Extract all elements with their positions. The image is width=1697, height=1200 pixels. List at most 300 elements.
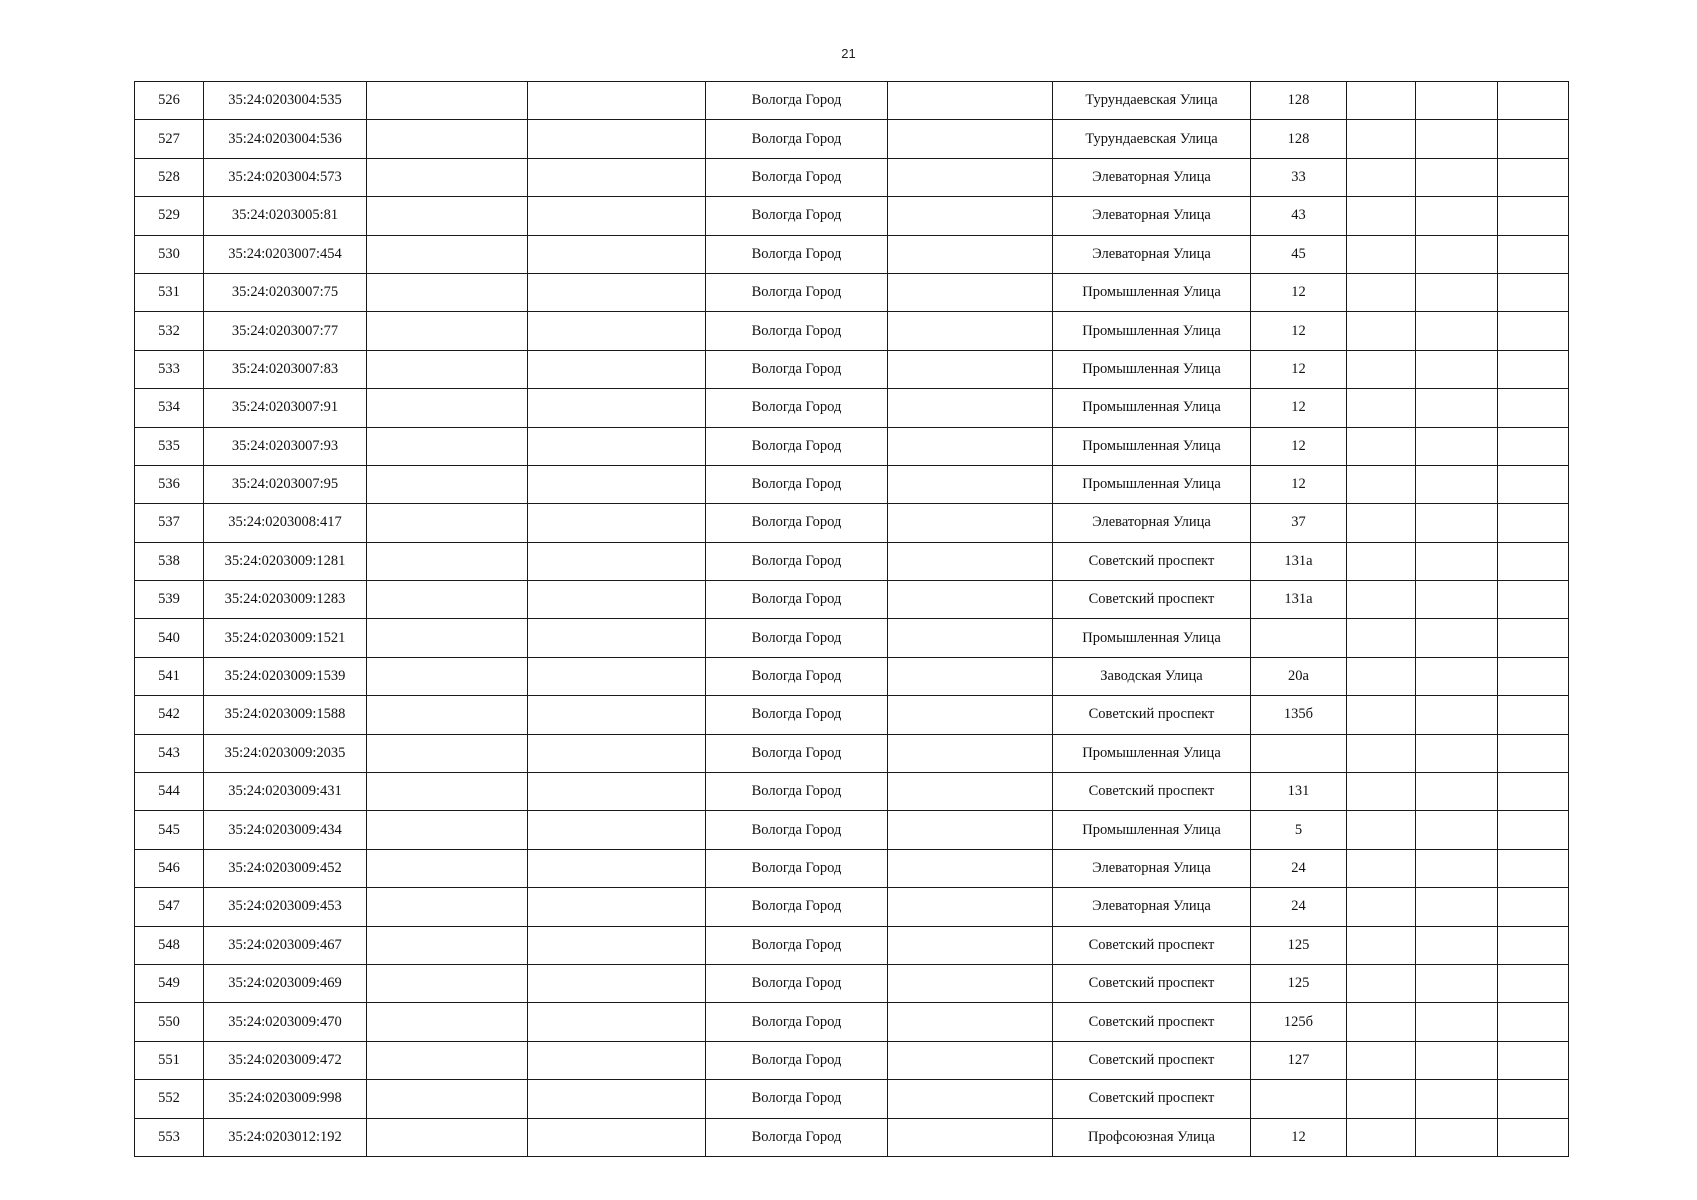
empty-cell	[888, 657, 1053, 695]
empty-cell	[528, 312, 706, 350]
settlement-cell: Вологда Город	[706, 619, 888, 657]
street-cell: Элеваторная Улица	[1053, 504, 1251, 542]
empty-cell	[367, 849, 528, 887]
settlement-cell: Вологда Город	[706, 773, 888, 811]
empty-cell	[1498, 657, 1569, 695]
empty-cell	[367, 811, 528, 849]
street-cell: Профсоюзная Улица	[1053, 1118, 1251, 1156]
settlement-cell: Вологда Город	[706, 849, 888, 887]
row-number-cell: 553	[135, 1118, 204, 1156]
empty-cell	[888, 312, 1053, 350]
empty-cell	[1416, 312, 1498, 350]
empty-cell	[888, 1080, 1053, 1118]
row-number-cell: 542	[135, 696, 204, 734]
house-number-cell: 125	[1251, 926, 1347, 964]
empty-cell	[1416, 1041, 1498, 1079]
table-row	[135, 465, 1569, 503]
street-cell: Элеваторная Улица	[1053, 158, 1251, 196]
empty-cell	[367, 888, 528, 926]
empty-cell	[888, 734, 1053, 772]
table-row	[135, 1118, 1569, 1156]
page-number: 21	[841, 46, 856, 61]
cadastral-number-cell: 35:24:0203007:83	[204, 350, 367, 388]
cadastral-number-cell: 35:24:0203009:1283	[204, 581, 367, 619]
empty-cell	[1498, 734, 1569, 772]
empty-cell	[528, 1041, 706, 1079]
house-number-cell	[1251, 734, 1347, 772]
row-number-cell: 531	[135, 273, 204, 311]
empty-cell	[367, 926, 528, 964]
house-number-cell: 125	[1251, 964, 1347, 1002]
row-number-cell: 537	[135, 504, 204, 542]
empty-cell	[1416, 811, 1498, 849]
row-number-cell: 539	[135, 581, 204, 619]
street-cell: Турундаевская Улица	[1053, 82, 1251, 120]
house-number-cell: 33	[1251, 158, 1347, 196]
table-row	[135, 1003, 1569, 1041]
empty-cell	[1347, 696, 1416, 734]
empty-cell	[1416, 734, 1498, 772]
empty-cell	[888, 619, 1053, 657]
empty-cell	[528, 350, 706, 388]
empty-cell	[1416, 158, 1498, 196]
street-cell: Промышленная Улица	[1053, 619, 1251, 657]
empty-cell	[1416, 427, 1498, 465]
table-row	[135, 158, 1569, 196]
table-row	[135, 235, 1569, 273]
street-cell: Советский проспект	[1053, 581, 1251, 619]
street-cell: Советский проспект	[1053, 542, 1251, 580]
row-number-cell: 534	[135, 389, 204, 427]
table-row	[135, 312, 1569, 350]
settlement-cell: Вологда Город	[706, 542, 888, 580]
empty-cell	[1498, 1118, 1569, 1156]
empty-cell	[888, 235, 1053, 273]
settlement-cell: Вологда Город	[706, 734, 888, 772]
settlement-cell: Вологда Город	[706, 273, 888, 311]
house-number-cell: 125б	[1251, 1003, 1347, 1041]
empty-cell	[367, 542, 528, 580]
empty-cell	[1347, 235, 1416, 273]
empty-cell	[528, 849, 706, 887]
house-number-cell: 128	[1251, 120, 1347, 158]
empty-cell	[1347, 1003, 1416, 1041]
row-number-cell: 545	[135, 811, 204, 849]
empty-cell	[528, 273, 706, 311]
empty-cell	[528, 427, 706, 465]
empty-cell	[367, 773, 528, 811]
row-number-cell: 546	[135, 849, 204, 887]
row-number-cell: 552	[135, 1080, 204, 1118]
empty-cell	[888, 581, 1053, 619]
empty-cell	[528, 1080, 706, 1118]
cadastral-number-cell: 35:24:0203007:95	[204, 465, 367, 503]
empty-cell	[1498, 273, 1569, 311]
empty-cell	[1347, 849, 1416, 887]
empty-cell	[1347, 158, 1416, 196]
empty-cell	[528, 964, 706, 1002]
empty-cell	[528, 696, 706, 734]
empty-cell	[1416, 888, 1498, 926]
empty-cell	[1498, 619, 1569, 657]
cadastral-number-cell: 35:24:0203009:472	[204, 1041, 367, 1079]
empty-cell	[367, 312, 528, 350]
empty-cell	[1498, 581, 1569, 619]
empty-cell	[528, 888, 706, 926]
settlement-cell: Вологда Город	[706, 120, 888, 158]
street-cell: Промышленная Улица	[1053, 273, 1251, 311]
empty-cell	[1347, 465, 1416, 503]
empty-cell	[1416, 964, 1498, 1002]
settlement-cell: Вологда Город	[706, 1041, 888, 1079]
empty-cell	[888, 273, 1053, 311]
house-number-cell: 131а	[1251, 542, 1347, 580]
empty-cell	[528, 734, 706, 772]
empty-cell	[367, 465, 528, 503]
row-number-cell: 528	[135, 158, 204, 196]
empty-cell	[1347, 926, 1416, 964]
registry-table	[134, 81, 1569, 1157]
empty-cell	[367, 1003, 528, 1041]
street-cell: Промышленная Улица	[1053, 811, 1251, 849]
house-number-cell: 24	[1251, 849, 1347, 887]
row-number-cell: 527	[135, 120, 204, 158]
row-number-cell: 526	[135, 82, 204, 120]
empty-cell	[1347, 427, 1416, 465]
row-number-cell: 540	[135, 619, 204, 657]
empty-cell	[1416, 197, 1498, 235]
house-number-cell: 20а	[1251, 657, 1347, 695]
house-number-cell	[1251, 1080, 1347, 1118]
cadastral-number-cell: 35:24:0203007:454	[204, 235, 367, 273]
house-number-cell: 131	[1251, 773, 1347, 811]
empty-cell	[888, 350, 1053, 388]
cadastral-number-cell: 35:24:0203009:2035	[204, 734, 367, 772]
table-row	[135, 657, 1569, 695]
table-row	[135, 504, 1569, 542]
cadastral-number-cell: 35:24:0203004:535	[204, 82, 367, 120]
street-cell: Элеваторная Улица	[1053, 197, 1251, 235]
empty-cell	[367, 734, 528, 772]
empty-cell	[1347, 350, 1416, 388]
empty-cell	[1416, 849, 1498, 887]
empty-cell	[1498, 389, 1569, 427]
empty-cell	[888, 888, 1053, 926]
table-row	[135, 926, 1569, 964]
empty-cell	[1498, 542, 1569, 580]
house-number-cell: 45	[1251, 235, 1347, 273]
row-number-cell: 535	[135, 427, 204, 465]
empty-cell	[1347, 734, 1416, 772]
cadastral-number-cell: 35:24:0203004:536	[204, 120, 367, 158]
empty-cell	[528, 197, 706, 235]
empty-cell	[888, 849, 1053, 887]
house-number-cell: 12	[1251, 389, 1347, 427]
table-row	[135, 734, 1569, 772]
street-cell: Промышленная Улица	[1053, 734, 1251, 772]
empty-cell	[1416, 235, 1498, 273]
table-row	[135, 619, 1569, 657]
cadastral-number-cell: 35:24:0203009:1521	[204, 619, 367, 657]
empty-cell	[1347, 773, 1416, 811]
cadastral-number-cell: 35:24:0203008:417	[204, 504, 367, 542]
row-number-cell: 547	[135, 888, 204, 926]
row-number-cell: 551	[135, 1041, 204, 1079]
empty-cell	[1347, 389, 1416, 427]
settlement-cell: Вологда Город	[706, 581, 888, 619]
empty-cell	[1347, 657, 1416, 695]
cadastral-number-cell: 35:24:0203009:470	[204, 1003, 367, 1041]
row-number-cell: 538	[135, 542, 204, 580]
empty-cell	[888, 811, 1053, 849]
empty-cell	[528, 581, 706, 619]
empty-cell	[1498, 465, 1569, 503]
empty-cell	[367, 1080, 528, 1118]
table-row	[135, 1080, 1569, 1118]
house-number-cell: 12	[1251, 1118, 1347, 1156]
row-number-cell: 532	[135, 312, 204, 350]
empty-cell	[1498, 350, 1569, 388]
empty-cell	[1347, 82, 1416, 120]
empty-cell	[1498, 312, 1569, 350]
settlement-cell: Вологда Город	[706, 811, 888, 849]
table-row	[135, 964, 1569, 1002]
cadastral-number-cell: 35:24:0203009:998	[204, 1080, 367, 1118]
empty-cell	[528, 158, 706, 196]
settlement-cell: Вологда Город	[706, 1118, 888, 1156]
row-number-cell: 543	[135, 734, 204, 772]
empty-cell	[367, 581, 528, 619]
row-number-cell: 541	[135, 657, 204, 695]
street-cell: Советский проспект	[1053, 1080, 1251, 1118]
empty-cell	[1498, 888, 1569, 926]
empty-cell	[528, 619, 706, 657]
row-number-cell: 533	[135, 350, 204, 388]
empty-cell	[888, 197, 1053, 235]
street-cell: Промышленная Улица	[1053, 465, 1251, 503]
street-cell: Промышленная Улица	[1053, 350, 1251, 388]
settlement-cell: Вологда Город	[706, 427, 888, 465]
empty-cell	[367, 504, 528, 542]
empty-cell	[1347, 504, 1416, 542]
empty-cell	[367, 82, 528, 120]
street-cell: Заводская Улица	[1053, 657, 1251, 695]
empty-cell	[1347, 1118, 1416, 1156]
empty-cell	[1416, 926, 1498, 964]
empty-cell	[528, 389, 706, 427]
empty-cell	[888, 504, 1053, 542]
street-cell: Советский проспект	[1053, 1041, 1251, 1079]
empty-cell	[888, 926, 1053, 964]
row-number-cell: 530	[135, 235, 204, 273]
table-row	[135, 888, 1569, 926]
cadastral-number-cell: 35:24:0203009:469	[204, 964, 367, 1002]
cadastral-number-cell: 35:24:0203005:81	[204, 197, 367, 235]
house-number-cell: 37	[1251, 504, 1347, 542]
settlement-cell: Вологда Город	[706, 696, 888, 734]
street-cell: Промышленная Улица	[1053, 427, 1251, 465]
empty-cell	[528, 82, 706, 120]
table-row	[135, 427, 1569, 465]
empty-cell	[1416, 657, 1498, 695]
table-row	[135, 197, 1569, 235]
house-number-cell: 128	[1251, 82, 1347, 120]
empty-cell	[528, 120, 706, 158]
street-cell: Промышленная Улица	[1053, 389, 1251, 427]
empty-cell	[1416, 1118, 1498, 1156]
cadastral-number-cell: 35:24:0203009:452	[204, 849, 367, 887]
empty-cell	[1498, 82, 1569, 120]
empty-cell	[1416, 273, 1498, 311]
house-number-cell: 5	[1251, 811, 1347, 849]
empty-cell	[1347, 964, 1416, 1002]
empty-cell	[1347, 312, 1416, 350]
registry-table-body	[135, 82, 1569, 1157]
empty-cell	[528, 811, 706, 849]
empty-cell	[1498, 811, 1569, 849]
settlement-cell: Вологда Город	[706, 657, 888, 695]
empty-cell	[1498, 696, 1569, 734]
settlement-cell: Вологда Город	[706, 197, 888, 235]
table-row	[135, 849, 1569, 887]
cadastral-number-cell: 35:24:0203007:77	[204, 312, 367, 350]
table-row	[135, 696, 1569, 734]
empty-cell	[1347, 619, 1416, 657]
house-number-cell: 131а	[1251, 581, 1347, 619]
empty-cell	[888, 82, 1053, 120]
settlement-cell: Вологда Город	[706, 1080, 888, 1118]
empty-cell	[888, 773, 1053, 811]
house-number-cell: 12	[1251, 312, 1347, 350]
house-number-cell: 12	[1251, 350, 1347, 388]
empty-cell	[1416, 389, 1498, 427]
empty-cell	[1498, 504, 1569, 542]
house-number-cell: 12	[1251, 465, 1347, 503]
empty-cell	[888, 964, 1053, 1002]
table-row	[135, 82, 1569, 120]
cadastral-number-cell: 35:24:0203009:1281	[204, 542, 367, 580]
settlement-cell: Вологда Город	[706, 158, 888, 196]
empty-cell	[888, 1118, 1053, 1156]
table-row	[135, 350, 1569, 388]
empty-cell	[367, 273, 528, 311]
empty-cell	[367, 1118, 528, 1156]
house-number-cell: 43	[1251, 197, 1347, 235]
empty-cell	[1416, 120, 1498, 158]
empty-cell	[1347, 1041, 1416, 1079]
empty-cell	[367, 158, 528, 196]
empty-cell	[1416, 504, 1498, 542]
street-cell: Советский проспект	[1053, 696, 1251, 734]
settlement-cell: Вологда Город	[706, 235, 888, 273]
empty-cell	[1498, 1080, 1569, 1118]
empty-cell	[367, 350, 528, 388]
house-number-cell: 135б	[1251, 696, 1347, 734]
empty-cell	[528, 465, 706, 503]
settlement-cell: Вологда Город	[706, 312, 888, 350]
empty-cell	[1347, 811, 1416, 849]
empty-cell	[1416, 1003, 1498, 1041]
empty-cell	[1498, 1041, 1569, 1079]
house-number-cell: 12	[1251, 273, 1347, 311]
empty-cell	[528, 1003, 706, 1041]
empty-cell	[1416, 350, 1498, 388]
house-number-cell: 24	[1251, 888, 1347, 926]
table-row	[135, 389, 1569, 427]
street-cell: Советский проспект	[1053, 1003, 1251, 1041]
empty-cell	[1416, 773, 1498, 811]
table-row	[135, 773, 1569, 811]
empty-cell	[528, 504, 706, 542]
empty-cell	[888, 1041, 1053, 1079]
empty-cell	[367, 1041, 528, 1079]
table-row	[135, 811, 1569, 849]
street-cell: Элеваторная Улица	[1053, 888, 1251, 926]
empty-cell	[367, 657, 528, 695]
empty-cell	[1416, 581, 1498, 619]
settlement-cell: Вологда Город	[706, 888, 888, 926]
empty-cell	[888, 1003, 1053, 1041]
settlement-cell: Вологда Город	[706, 926, 888, 964]
settlement-cell: Вологда Город	[706, 964, 888, 1002]
row-number-cell: 548	[135, 926, 204, 964]
table-row	[135, 120, 1569, 158]
empty-cell	[888, 542, 1053, 580]
empty-cell	[367, 427, 528, 465]
empty-cell	[888, 389, 1053, 427]
empty-cell	[1498, 120, 1569, 158]
empty-cell	[367, 197, 528, 235]
empty-cell	[1347, 273, 1416, 311]
house-number-cell: 12	[1251, 427, 1347, 465]
empty-cell	[367, 619, 528, 657]
empty-cell	[367, 235, 528, 273]
empty-cell	[367, 120, 528, 158]
cadastral-number-cell: 35:24:0203007:91	[204, 389, 367, 427]
row-number-cell: 549	[135, 964, 204, 1002]
empty-cell	[1416, 1080, 1498, 1118]
empty-cell	[1416, 465, 1498, 503]
settlement-cell: Вологда Город	[706, 389, 888, 427]
street-cell: Советский проспект	[1053, 964, 1251, 1002]
settlement-cell: Вологда Город	[706, 504, 888, 542]
cadastral-number-cell: 35:24:0203009:467	[204, 926, 367, 964]
row-number-cell: 550	[135, 1003, 204, 1041]
table-row	[135, 581, 1569, 619]
empty-cell	[888, 158, 1053, 196]
empty-cell	[1416, 542, 1498, 580]
row-number-cell: 536	[135, 465, 204, 503]
empty-cell	[1416, 696, 1498, 734]
cadastral-number-cell: 35:24:0203009:453	[204, 888, 367, 926]
empty-cell	[1347, 888, 1416, 926]
empty-cell	[1416, 82, 1498, 120]
empty-cell	[528, 235, 706, 273]
street-cell: Советский проспект	[1053, 773, 1251, 811]
empty-cell	[367, 964, 528, 1002]
empty-cell	[1347, 120, 1416, 158]
empty-cell	[528, 657, 706, 695]
street-cell: Элеваторная Улица	[1053, 849, 1251, 887]
empty-cell	[888, 120, 1053, 158]
cadastral-number-cell: 35:24:0203007:93	[204, 427, 367, 465]
empty-cell	[1498, 849, 1569, 887]
street-cell: Турундаевская Улица	[1053, 120, 1251, 158]
settlement-cell: Вологда Город	[706, 350, 888, 388]
empty-cell	[367, 696, 528, 734]
empty-cell	[1498, 158, 1569, 196]
cadastral-number-cell: 35:24:0203012:192	[204, 1118, 367, 1156]
